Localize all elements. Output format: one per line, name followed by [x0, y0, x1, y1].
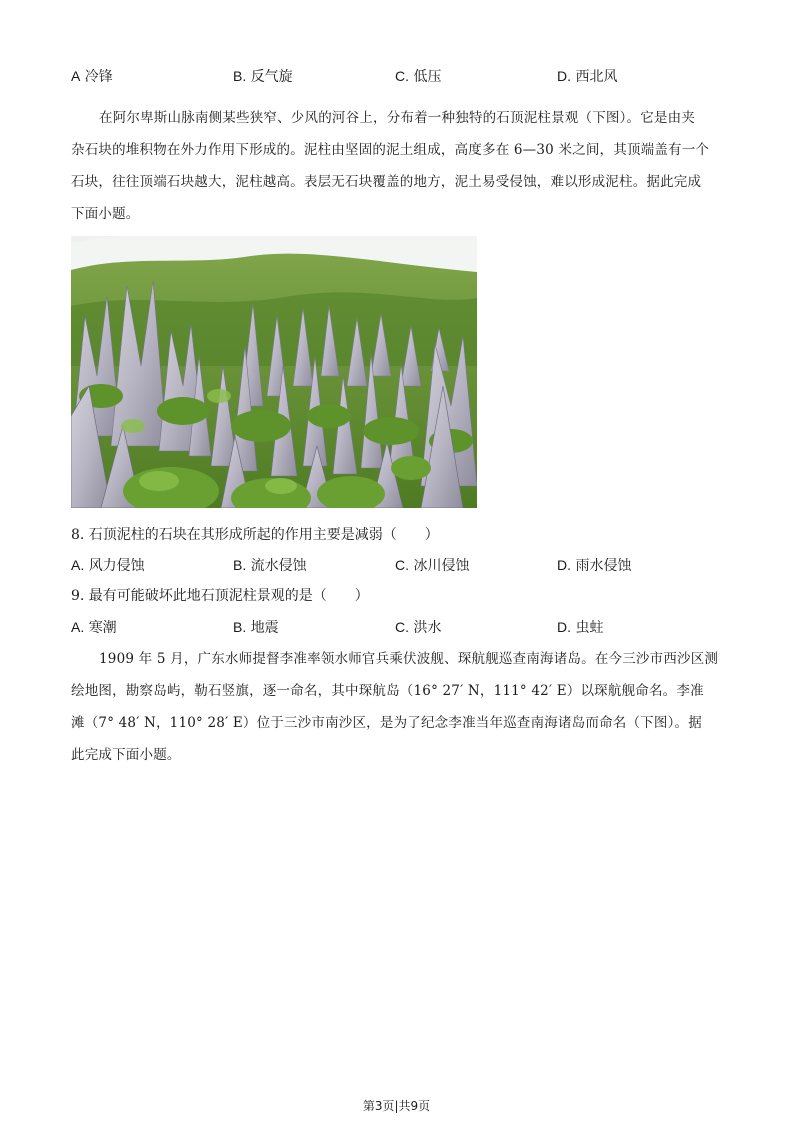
q9-options: [71, 617, 731, 637]
passage-2-line: 绘地图，勘察岛屿，勒石竖旗，逐一命名，其中琛航岛（16° 27′ N，111° 42′ E）以琛航舰命名。李准: [71, 683, 704, 699]
q9-option-c: C. 洪水: [395, 619, 442, 636]
passage-1-line: 在阿尔卑斯山脉南侧某些狭窄、少风的河谷上，分布着一种独特的石顶泥柱景观（下图）。它是由夹: [99, 110, 696, 126]
q7-option-d: D. 西北风: [557, 68, 618, 85]
q7-option-a: A 冷锋: [71, 68, 113, 85]
q8-stem: 8. 石顶泥柱的石块在其形成所起的作用主要是减弱（ ）: [71, 527, 439, 543]
passage-2-line: 滩（7° 48′ N，110° 28′ E）位于三沙市南沙区，是为了纪念李准当年巡查南海诸岛而命名（下图）。据: [71, 715, 702, 731]
q8-option-c: C. 冰川侵蚀: [395, 557, 470, 574]
earth-pillar-photo: [71, 236, 477, 508]
q9-stem: 9. 最有可能破坏此地石顶泥柱景观的是（ ）: [71, 588, 369, 604]
earth-pillar-illustration: [71, 236, 477, 508]
q7-option-c: C. 低压: [395, 68, 442, 85]
passage-2: [71, 649, 721, 769]
q9-option-a: A. 寒潮: [71, 619, 117, 636]
passage-1-line: 下面小题。: [71, 206, 140, 222]
q7-option-b: B. 反气旋: [233, 68, 293, 85]
passage-2-line: 此完成下面小题。: [71, 747, 181, 763]
q8-options: [71, 555, 731, 575]
q7-options: [71, 66, 731, 86]
page-number: 第3页|共9页: [362, 1099, 431, 1113]
q8-option-a: A. 风力侵蚀: [71, 557, 145, 574]
q9-option-d: D. 虫蛀: [557, 619, 604, 636]
q8-option-d: D. 雨水侵蚀: [557, 557, 632, 574]
q9-option-b: B. 地震: [233, 619, 279, 636]
passage-1-line: 石块，往往顶端石块越大，泥柱越高。表层无石块覆盖的地方，泥土易受侵蚀，难以形成泥柱。据此完成: [71, 174, 702, 190]
q8-option-b: B. 流水侵蚀: [233, 557, 307, 574]
passage-1: [71, 108, 721, 228]
passage-2-line: 1909 年 5 月，广东水师提督李准率领水师官兵乘伏波舰、琛航舰巡查南海诸岛。在今三沙市西沙区测: [99, 651, 719, 667]
passage-1-line: 杂石块的堆积物在外力作用下形成的。泥柱由坚固的泥土组成，高度多在 6—30 米之间，其顶端盖有一个: [71, 142, 710, 158]
